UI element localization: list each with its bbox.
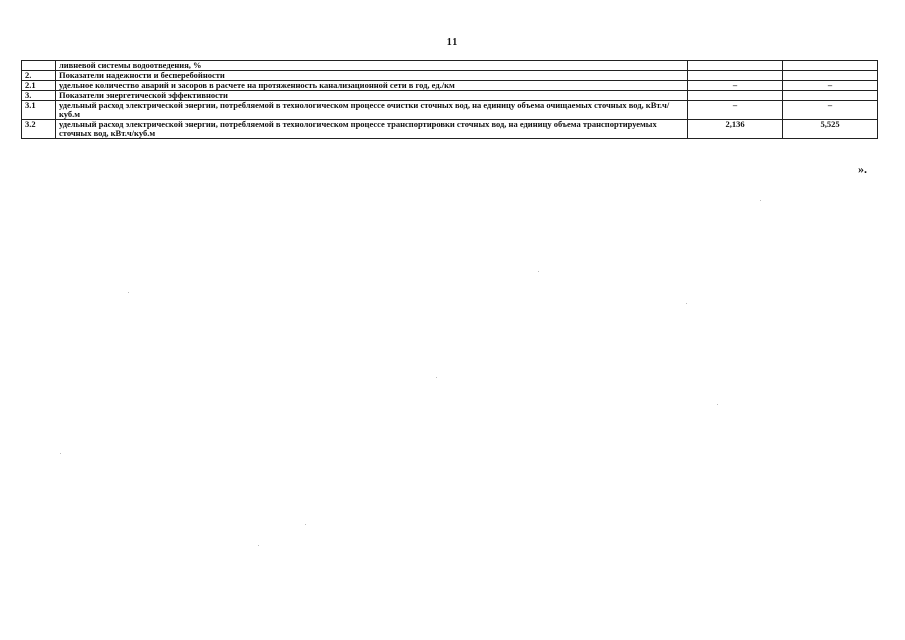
table-row (22, 91, 878, 101)
table-row (22, 101, 878, 120)
indicator-name: удельный расход электрической энергии, потребляемой в технологическом процессе транспортировки сточных вод, на единицу объема транспортируемых сточных вод, кВт.ч/куб.м (56, 120, 688, 139)
scan-speck (717, 404, 718, 405)
row-number: 2.1 (22, 81, 56, 91)
value-column-2 (783, 61, 878, 71)
scan-speck (258, 545, 259, 546)
indicator-name: ливневой системы водоотведения, % (56, 61, 688, 71)
value-column-1 (688, 61, 783, 71)
value-column-2: 5,525 (783, 120, 878, 139)
scan-speck (305, 524, 306, 525)
value-column-1: 2,136 (688, 120, 783, 139)
scan-speck (760, 200, 761, 201)
indicators-table (21, 60, 878, 139)
table-row (22, 120, 878, 139)
scan-speck (128, 292, 129, 293)
value-column-2 (783, 91, 878, 101)
indicator-name: Показатели надежности и бесперебойности (56, 71, 688, 81)
scan-speck (60, 453, 61, 454)
row-number: 3.1 (22, 101, 56, 120)
indicator-name: Показатели энергетической эффективности (56, 91, 688, 101)
value-column-1: – (688, 81, 783, 91)
indicator-name: удельное количество аварий и засоров в расчете на протяженность канализационной сети в год, ед./км (56, 81, 688, 91)
indicator-name: удельный расход электрической энергии, потребляемой в технологическом процессе очистки сточных вод, на единицу объема очищаемых сточных вод, кВт.ч/куб.м (56, 101, 688, 120)
row-number (22, 61, 56, 71)
row-number: 3. (22, 91, 56, 101)
scan-speck (686, 303, 687, 304)
scan-speck (538, 271, 539, 272)
row-number: 3.2 (22, 120, 56, 139)
value-column-1: – (688, 101, 783, 120)
value-column-2: – (783, 81, 878, 91)
value-column-2: – (783, 101, 878, 120)
value-column-1 (688, 91, 783, 101)
table-row (22, 61, 878, 71)
table-row (22, 81, 878, 91)
value-column-1 (688, 71, 783, 81)
page-number: 11 (446, 37, 459, 48)
closing-quote-mark: ». (858, 162, 867, 176)
scan-speck (436, 377, 437, 378)
table-row (22, 71, 878, 81)
row-number: 2. (22, 71, 56, 81)
value-column-2 (783, 71, 878, 81)
